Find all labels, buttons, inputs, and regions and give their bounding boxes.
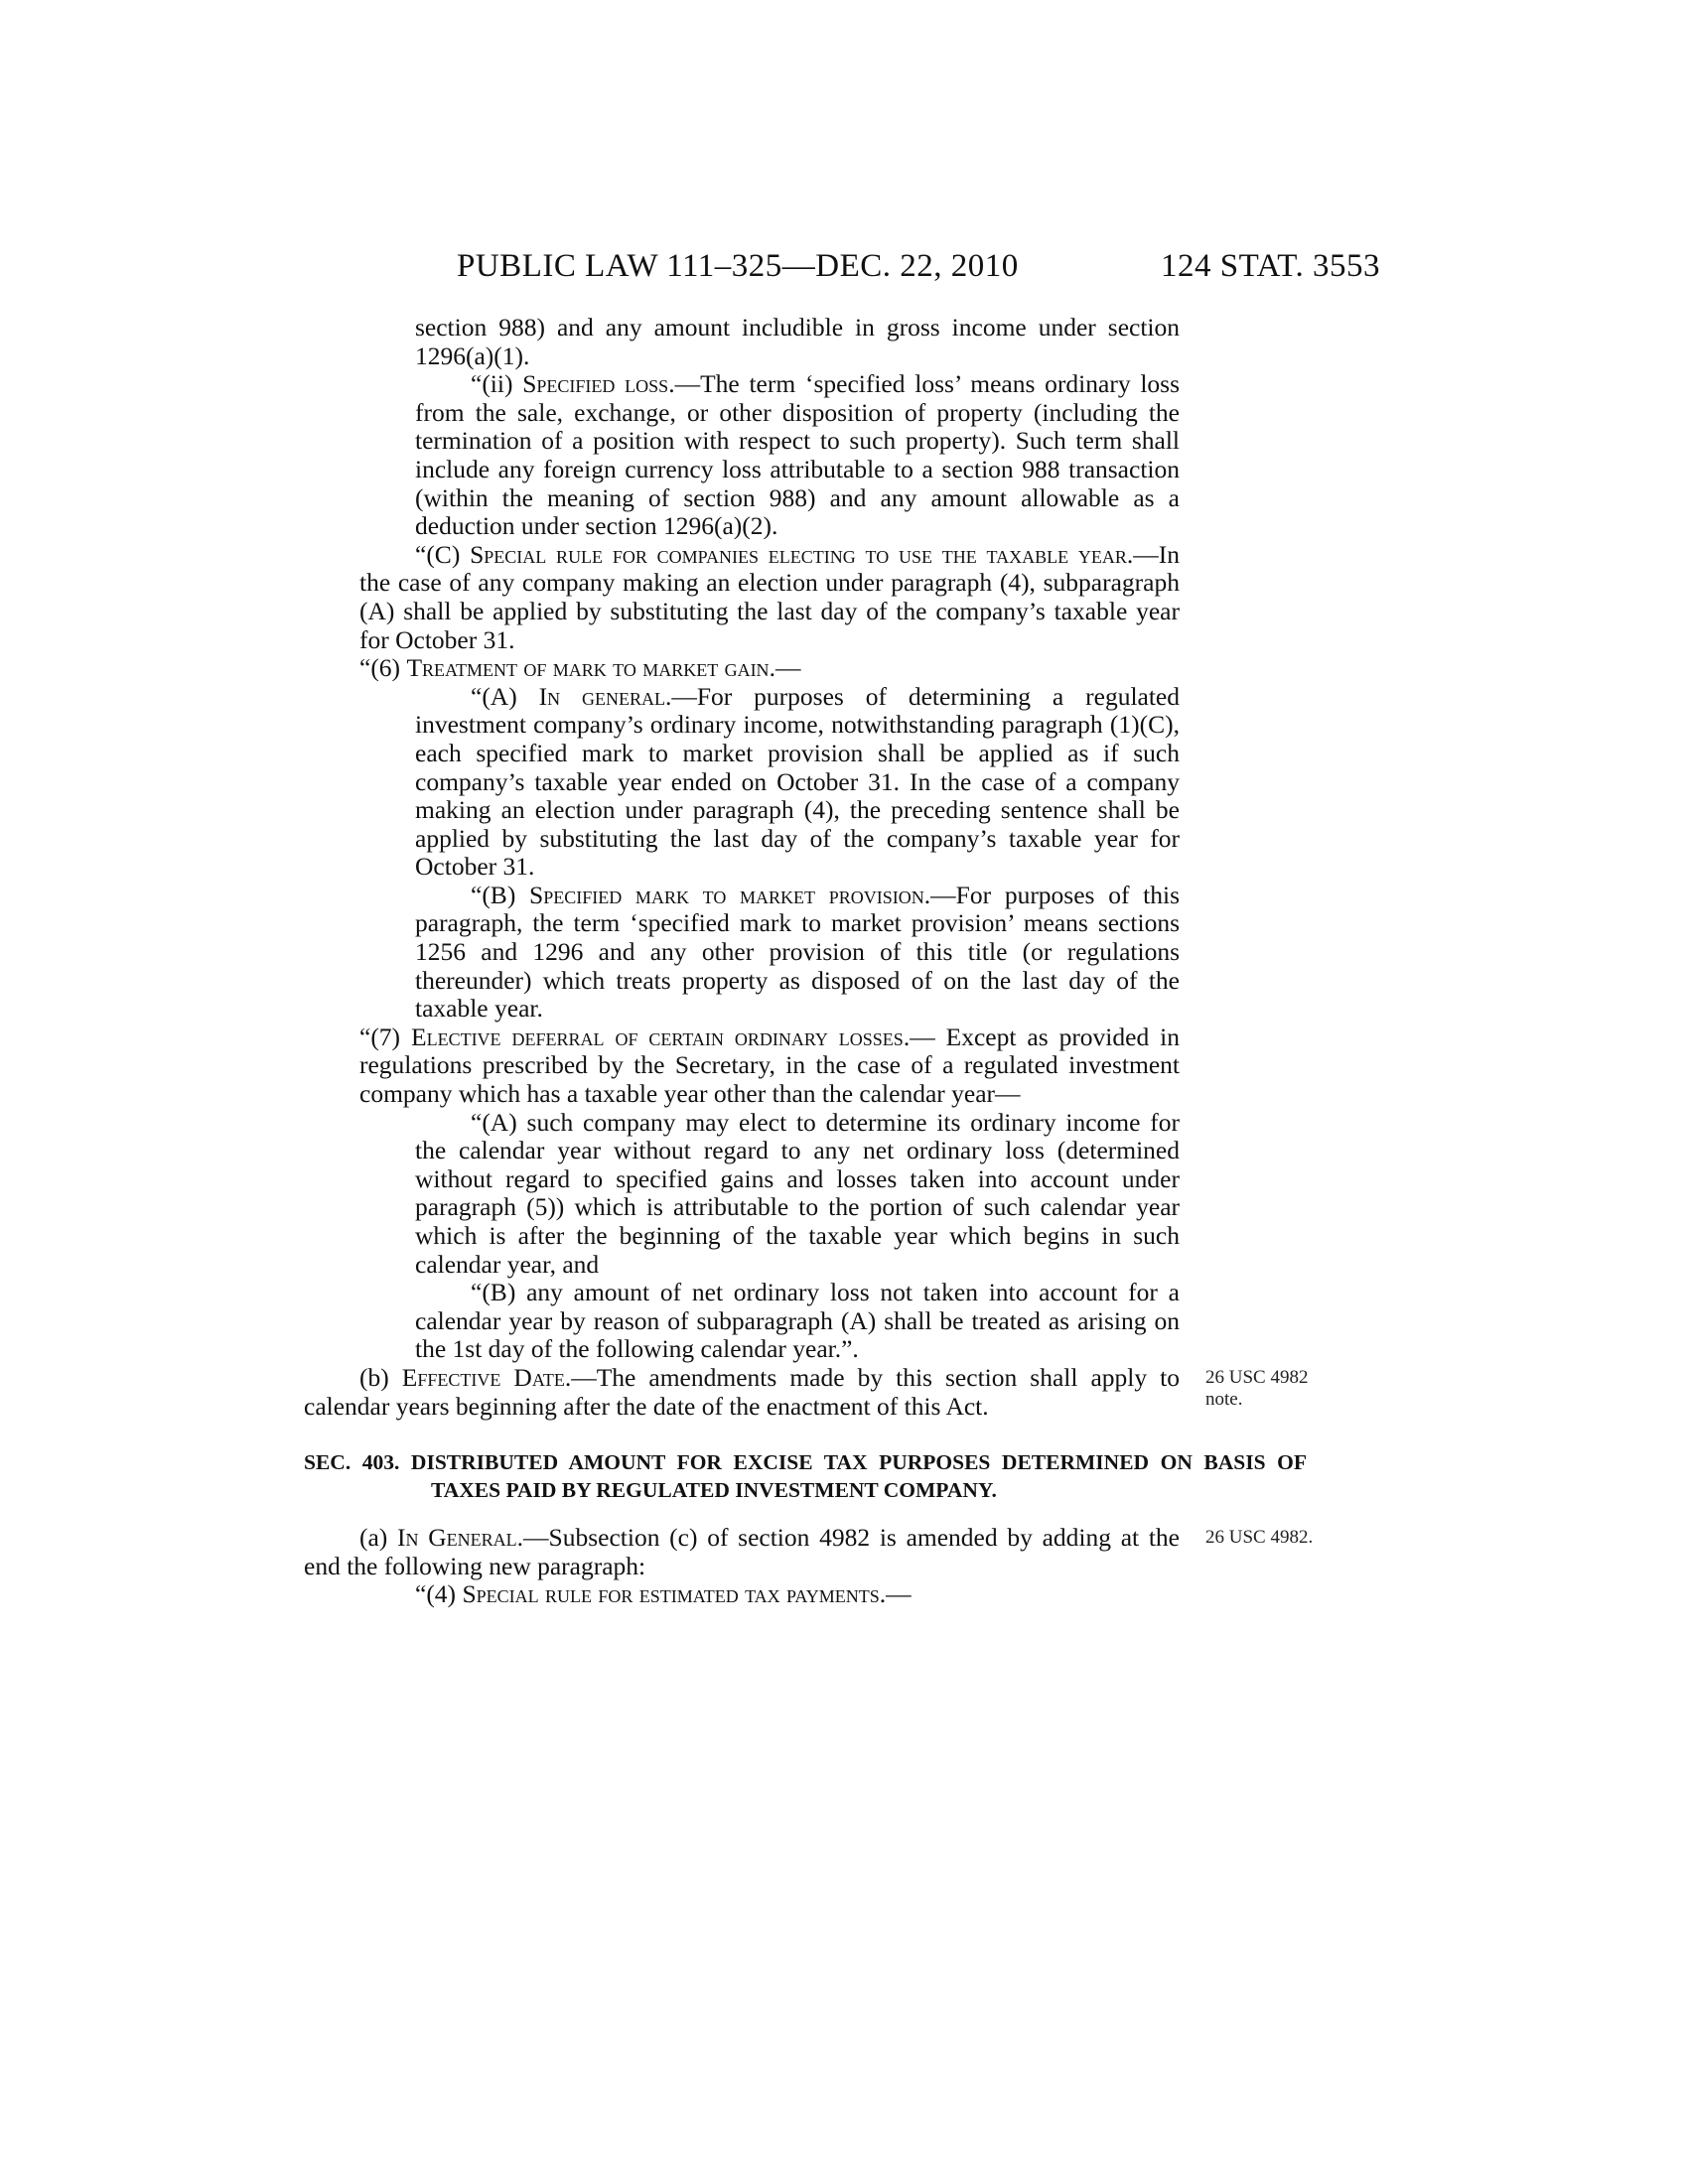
subparagraph-b-specified-provision: “(B) Specified mark to market provision.—For purposes of this paragraph, the term ‘specified mark to market provision’ means sections 1256 and 1296 and any other provision of this title (or regulations thereunder) which treats property as disposed of on the last day of the taxable year. (415, 880, 1180, 1024)
subparagraph-c-special-rule: “(C) Special rule for companies electing to use the taxable year.—In the case of any company making an election under paragraph (4), subparagraph (A) shall be applied by substituting the last day of the company’s taxable year for October 31. (359, 539, 1180, 654)
page-header (457, 248, 1380, 288)
clause-specified-loss: “(ii) Specified loss.—The term ‘specified loss’ means ordinary loss from the sale, exchange, or other disposition of property (including the termination of a position with respect to such property). Such term shall include any foreign currency loss attributable to a section 988 transaction (within the meaning of section 988) and any amount allowable as a deduction under section 1296(a)(2). (415, 369, 1180, 541)
subparagraph-a-in-general: “(A) In general.—For purposes of determining a regulated investment company’s ordinary income, notwithstanding paragraph (1)(C), each specified mark to market provision shall be applied as if such company’s taxable year ended on October 31. In the case of a company making an election under paragraph (4), the preceding sentence shall be applied by substituting the last day of the company’s taxable year for October 31. (415, 681, 1181, 882)
effective-date-block (0, 1364, 1688, 1421)
subparagraph-heading: Specified mark to market provision (529, 880, 924, 909)
statute-page-number: 124 STAT. 3553 (1160, 248, 1380, 284)
subparagraph-a-election: “(A) such company may elect to determine its ordinary income for the calendar year without regard to any net ordinary loss (determined without regard to specified gains and losses taken into account under paragraph (5)) which is attributable to the portion of such calendar year which is after the beginning of the taxable year which begins in such calendar year, and (415, 1107, 1180, 1279)
margin-note-usc: 26 USC 4982 note. (1205, 1366, 1309, 1410)
clause-heading: Specified loss (522, 369, 669, 399)
subsection-heading: In General (397, 1523, 517, 1553)
subsection-heading: Effective Date (401, 1362, 565, 1392)
paragraph-4-estimated-tax: “(4) Special rule for estimated tax payments.— (415, 1579, 912, 1609)
in-general-block (0, 1524, 1688, 1580)
margin-note-usc-4982: 26 USC 4982. (1205, 1527, 1314, 1549)
paragraph-continuation: section 988) and any amount includible in gross income under section 1296(a)(1). (415, 313, 1180, 370)
paragraph-heading: Elective deferral of certain ordinary losses (411, 1022, 904, 1051)
subparagraph-heading: In general (538, 681, 665, 711)
paragraph-heading: Treatment of mark to market gain (406, 653, 770, 683)
subparagraph-b-carryover: “(B) any amount of net ordinary loss not taken into account for a calendar year by reason of subparagraph (A) shall be treated as arising on the 1st day of the following calendar year.”. (415, 1278, 1180, 1364)
subsection-a-in-general: (a) In General.—Subsection (c) of section 4982 is amended by adding at the end the following new paragraph: (304, 1523, 1180, 1580)
subsection-b-effective-date: (b) Effective Date.—The amendments made by this section shall apply to calendar years beginning after the date of the enactment of this Act. (304, 1362, 1181, 1421)
page-body (0, 314, 1688, 1609)
paragraph-7-elective-deferral: “(7) Elective deferral of certain ordinary losses.— Except as provided in regulations prescribed by the Secretary, in the case of a regulated investment company which has a taxable year other than the calendar year— (359, 1022, 1180, 1109)
section-403-heading: SEC. 403. DISTRIBUTED AMOUNT FOR EXCISE TAX PURPOSES DETERMINED ON BASIS OF TAXES PAID BY REGULATED INVESTMENT COMPANY. (304, 1450, 1307, 1503)
paragraph-6-heading: “(6) Treatment of mark to market gain.— (359, 653, 801, 683)
paragraph-heading: Special rule for estimated tax payments (462, 1579, 880, 1609)
subparagraph-heading: Special rule for companies electing to use the taxable year (470, 539, 1127, 569)
public-law-citation: PUBLIC LAW 111–325—DEC. 22, 2010 (457, 248, 1019, 284)
